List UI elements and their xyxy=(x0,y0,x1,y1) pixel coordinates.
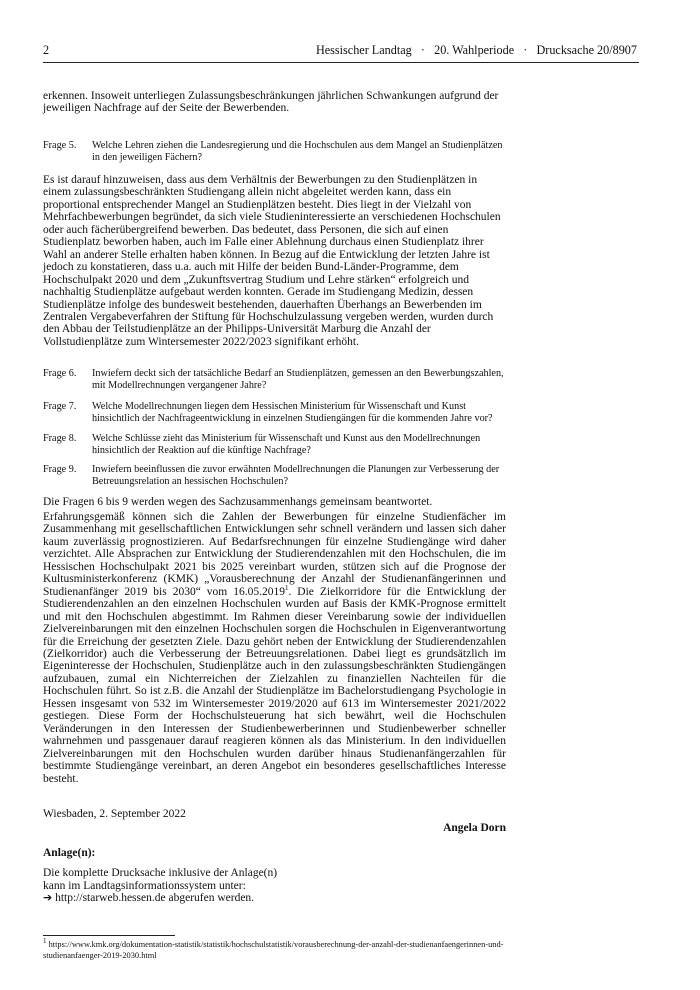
attachment-heading: Anlage(n): xyxy=(43,847,96,859)
footnote-mark: 1 xyxy=(43,937,47,946)
question-text: Inwiefern deckt sich der tatsächliche Bedarf an Studienplätzen, gemessen an den Bewerbungszahlen, mit Modellrechnungen vergangener Jahre? xyxy=(92,368,504,391)
answer-text-continued: . Die Zielkorridore für die Entwicklung der Studierendenzahlen an den einzelnen Hochschulen wurden auf Basis der KMK-Prognose ermittelt und mit den Hochschulen abgestimmt. Im Rahmen dieser Vereinbarung sowie der individuellen Zielvereinbarungen mit den einzelnen Hochschulen sorgen die Hochschulen in Eigenverantwortung für die Erreichung der gesetzten Ziele. Dazu gehört neben der Entwicklung der Studierendenzahlen (Zielkorridor) auch die Verbesserung der Betreuungsrelationen. Dabei liegt es grundsätzlich im Eigeninteresse der Hochschulen, Studienplätze auch in den zulassungsbeschränkten Studiengängen aufzubauen, zumal ein Nichterreichen der Zielzahlen zu finanziellen Nachteilen für die Hochschulen führt. So ist z.B. die Anzahl der Studienplätze im Bachelorstudiengang Psychologie in Hessen insgesamt von 532 im Wintersemester 2019/2020 auf 613 im Wintersemester 2021/2022 gestiegen. Diese Form der Hochschulsteuerung hat sich bewährt, weil die Hochschulen Veränderungen in den Interessen der Studienbewerberinnen und Studienbewerber schneller wahrnehmen und passgenauer darauf reagieren können als das Ministerium. In den individuellen Zielvereinbarungen mit den Hochschulen wurden darüber hinaus Studienanfängerzahlen für bestimmte Studiengänge vereinbart, an deren Angebot ein besonderes gesellschaftliches Interesse besteht. xyxy=(43,585,506,785)
question-label: Frage 5. xyxy=(43,140,77,151)
footnote-url[interactable]: https://www.kmk.org/dokumentation-statistik/statistik/hochschulstatistik/vorausberechnung-der-anzahl-der-studienanfaengerinnen-und-studienanfaenger-2019-2030.html xyxy=(43,940,504,960)
intro-paragraph: erkennen. Insoweit unterliegen Zulassungsbeschränkungen jährlichen Schwankungen aufgrund der jeweiligen Nachfrage auf der Seite der Bewerbenden. xyxy=(43,90,499,115)
starweb-link[interactable]: http://starweb.hessen.de xyxy=(55,892,166,904)
running-header xyxy=(43,40,639,63)
place-date: Wiesbaden, 2. September 2022 xyxy=(43,808,186,820)
attachment-info xyxy=(43,867,277,905)
question-text: Welche Schlüsse zieht das Ministerium für Wissenschaft und Kunst aus den Modellrechnungen hinsichtlich der Reaktion auf die künftige Nachfrage? xyxy=(92,433,481,456)
publisher: Hessischer Landtag xyxy=(315,43,412,57)
answer-text: Erfahrungsgemäß können sich die Zahlen der Bewerbungen für einzelne Studienfächer im Zusammenhang mit gesellschaftlichen Entwicklungen sehr schnell verändern und lassen sich daher kaum zuverlässig prognostizieren. Auf Bedarfsrechnungen für einzelne Studiengänge wird daher verzichtet. Alle Absprachen zur Entwicklung der Studierendenzahlen mit den Hochschulen, die im Hessischen Hochschulpakt 2021 bis 2025 vereinbart wurden, stützen sich auf die Prognose der Kultusministerkonferenz (KMK) „Vorausberechnung der Anzahl der Studienanfängerinnen und Studienanfänger 2019 bis 2030“ vom 16.05.2019 xyxy=(43,511,506,598)
answer-questions-6-9 xyxy=(43,511,506,785)
question-label: Frage 7. xyxy=(43,401,77,412)
footnote xyxy=(43,937,506,961)
signer-name: Angela Dorn xyxy=(443,822,506,834)
separator: · xyxy=(420,43,425,57)
document-number: Drucksache 20/8907 xyxy=(536,43,637,57)
question-text: Inwiefern beeinflussen die zuvor erwähnten Modellrechnungen die Planungen zur Verbesserung der Betreuungsrelation an hessischen Hochschulen? xyxy=(92,464,500,487)
page-number: 2 xyxy=(43,43,50,57)
combined-answer-note: Die Fragen 6 bis 9 werden wegen des Sachzusammenhangs gemeinsam beantwortet. xyxy=(43,496,433,508)
arrow-right-icon: ➔ xyxy=(43,891,53,904)
running-title xyxy=(316,43,637,58)
separator: · xyxy=(523,43,528,57)
question-label: Frage 9. xyxy=(43,464,77,475)
question-text: Welche Lehren ziehen die Landesregierung und die Hochschulen aus dem Mangel an Studienplätzen in den jeweiligen Fächern? xyxy=(92,140,503,163)
attachment-line: kann im Landtagsinformationssystem unter: xyxy=(43,879,246,892)
footnote-reference: 1 xyxy=(284,583,289,592)
answer-question-5: Es ist darauf hinzuweisen, dass aus dem Verhältnis der Bewerbungen zu den Studienplätzen in einem zulassungsbeschränkten Studiengang allein nicht abgeleitet werden kann, dass ein proportional entsprechender Mangel an Studienplätzen besteht. Dies liegt in der Vielzahl von Mehrfachbewerbungen begründet, da sich viele Studieninteressierte an verschiedenen Hochschulen oder auch fächerübergreifend bewerben. Das bedeutet, dass Personen, die sich auf einen Studienplatz beworben haben, auch im Falle einer Ablehnung durchaus einen Studienplatz ihrer Wahl an anderer Stelle erhalten haben können. In Bezug auf die Entwicklung der letzten Jahre ist jedoch zu konstatieren, dass u.a. auch mit Hilfe der beiden Bund-Länder-Programme, dem Hochschulpakt 2020 und dem „Zukunftsvertrag Studium und Lehre stärken“ erfolgreich und nachhaltig Studienplätze aufgebaut werden konnten. Gerade im Studiengang Medizin, dessen Studienplätze infolge des bundesweit bestehenden, dauerhaften Überhangs an Bewerbenden im Zentralen Vergabeverfahren der Stiftung für Hochschulzulassung vergeben werden, wurden durch den Abbau der Teilstudienplätze an der Philipps-Universität Marburg die Anzahl der Vollstudienplätze zum Wintersemester 2022/2023 signifikant erhöht. xyxy=(43,174,501,348)
question-label: Frage 6. xyxy=(43,368,77,379)
attachment-line: Die komplette Drucksache inklusive der Anlage(n) xyxy=(43,867,278,879)
attachment-link-line xyxy=(43,892,277,905)
attachment-link-suffix: abgerufen werden. xyxy=(165,892,255,904)
footnote-divider xyxy=(43,935,175,936)
question-label: Frage 8. xyxy=(43,433,77,444)
question-text: Welche Modellrechnungen liegen dem Hessischen Ministerium für Wissenschaft und Kunst hinsichtlich der Nachfrageentwicklung in einzelnen Studiengängen für die kommenden Jahre vor? xyxy=(92,401,493,424)
legislative-period: 20. Wahlperiode xyxy=(434,43,515,57)
